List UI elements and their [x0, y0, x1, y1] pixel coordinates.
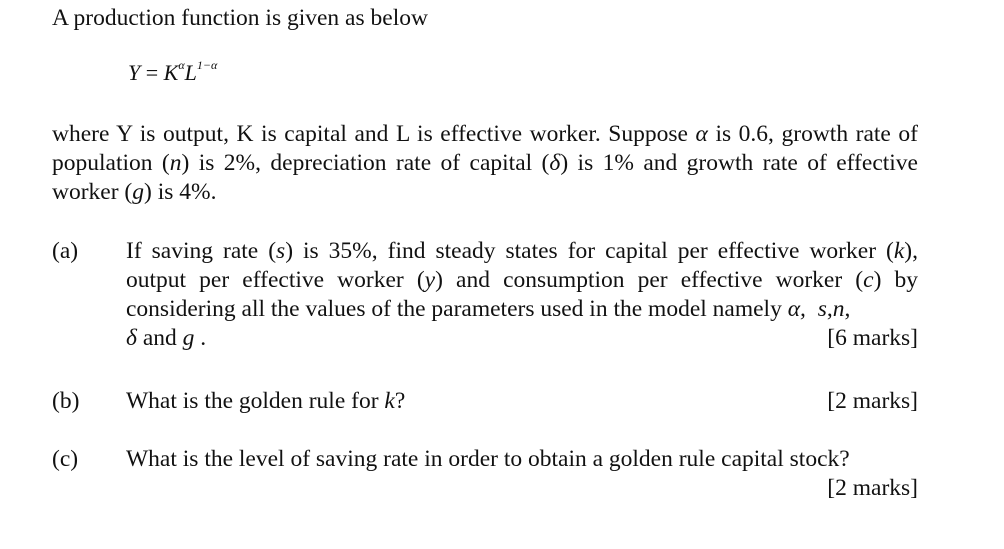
question-c	[52, 445, 918, 503]
question-c-marks: [2 marks]	[827, 475, 918, 501]
question-b-text: What is the golden rule for k? [2 marks]	[126, 388, 918, 414]
question-a-marks: [6 marks]	[827, 325, 918, 351]
formula-l: L	[184, 60, 197, 85]
question-c-label: (c)	[52, 446, 79, 472]
formula-y: Y	[128, 60, 141, 85]
formula-l-exponent: 1−α	[196, 57, 218, 72]
question-a	[52, 237, 918, 353]
intro-text: A production function is given as below	[52, 5, 428, 31]
question-b	[52, 387, 918, 416]
production-function-formula	[128, 57, 218, 86]
question-a-label: (a)	[52, 238, 79, 264]
question-b-label: (b)	[52, 388, 80, 414]
formula-k: K	[163, 60, 179, 85]
question-c-text: What is the level of saving rate in order to obtain a golden rule capital stock? [2 marks]	[126, 446, 918, 501]
formula-k-exponent: α	[178, 57, 185, 72]
question-a-text: If saving rate (s) is 35%, find steady states for capital per effective worker (k), output per effective worker (y) and consumption per effective worker (c) by considering all the values of the parameters used in the model namely α, s,n, δ and g . [6 marks]	[126, 238, 919, 351]
parameter-description: where Y is output, K is capital and L is effective worker. Suppose α is 0.6, growth rate of population (n) is 2%, depreciation rate of capital (δ) is 1% and growth rate of effective worker (g) is 4%.	[52, 121, 919, 205]
question-b-marks: [2 marks]	[827, 388, 918, 414]
formula-equals: =	[140, 60, 164, 85]
